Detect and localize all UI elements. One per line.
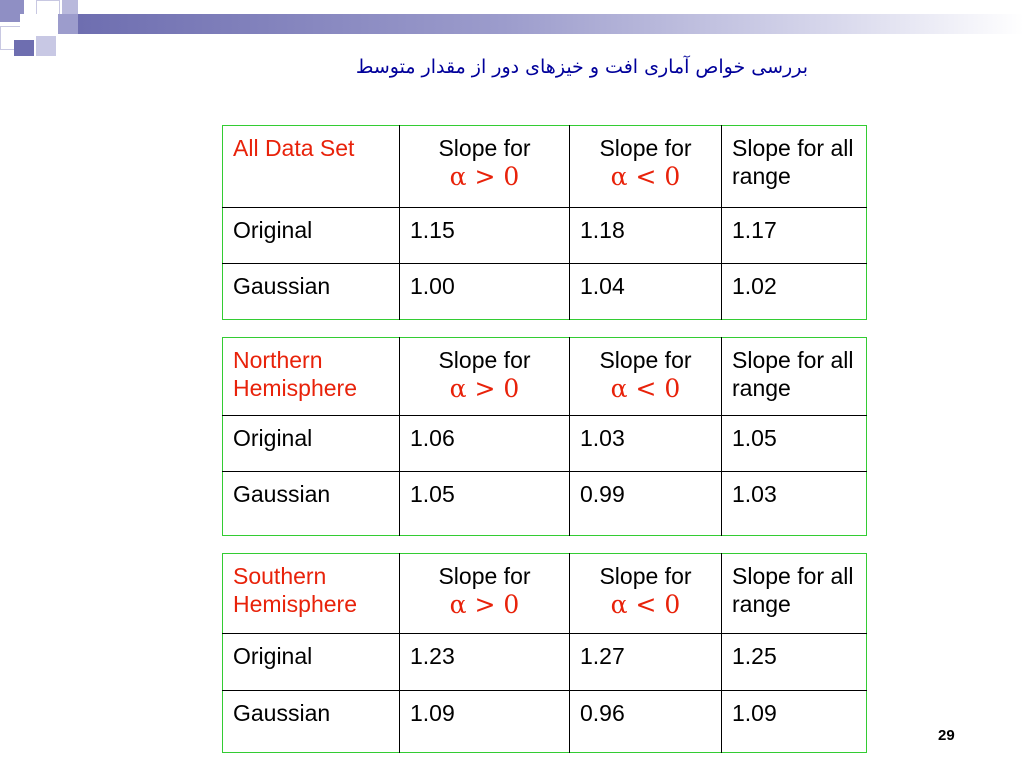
- header-cell-alpha-pos: [400, 126, 570, 208]
- value-cell: 1.04: [570, 264, 722, 320]
- value-cell: 1.23: [400, 634, 570, 691]
- row-label: Gaussian: [223, 472, 400, 536]
- value-cell: 0.99: [570, 472, 722, 536]
- deco-square: [36, 36, 56, 56]
- header-cell-all-range: Slope for all range: [722, 126, 867, 208]
- value-cell: 1.09: [400, 691, 570, 753]
- header-cell-all-range: Slope for all range: [722, 338, 867, 416]
- row-label: Gaussian: [223, 691, 400, 753]
- header-gradient-bar: [78, 14, 1024, 34]
- alpha-negative-label: α < 0: [610, 590, 681, 619]
- table-all-data: [222, 125, 867, 320]
- row-label: Gaussian: [223, 264, 400, 320]
- value-cell: 0.96: [570, 691, 722, 753]
- value-cell: 1.03: [570, 416, 722, 472]
- value-cell: 1.05: [722, 416, 867, 472]
- alpha-negative-label: α < 0: [610, 162, 681, 191]
- value-cell: 1.05: [400, 472, 570, 536]
- alpha-positive-label: α > 0: [449, 374, 520, 403]
- value-cell: 1.17: [722, 208, 867, 264]
- table-row: [223, 691, 867, 753]
- deco-square: [62, 0, 78, 14]
- row-label: Original: [223, 416, 400, 472]
- page-number: 29: [938, 727, 955, 744]
- alpha-positive-label: α > 0: [449, 162, 520, 191]
- deco-square: [58, 14, 78, 34]
- value-cell: 1.06: [400, 416, 570, 472]
- alpha-negative-label: α < 0: [610, 374, 681, 403]
- table-header-row: [223, 126, 867, 208]
- value-cell: 1.15: [400, 208, 570, 264]
- table-title-cell: All Data Set: [223, 126, 400, 208]
- deco-square: [14, 40, 34, 56]
- header-label: Slope for: [599, 563, 692, 589]
- table-header-row: [223, 338, 867, 416]
- table-title-cell: Southern Hemisphere: [223, 554, 400, 634]
- header-cell-alpha-neg: [570, 338, 722, 416]
- header-label: Slope for: [599, 135, 692, 161]
- header-cell-all-range: Slope for all range: [722, 554, 867, 634]
- header-label: Slope for: [438, 347, 531, 373]
- header-cell-alpha-pos: [400, 554, 570, 634]
- value-cell: 1.27: [570, 634, 722, 691]
- table-row: [223, 416, 867, 472]
- table-northern-hemisphere: [222, 337, 867, 536]
- header-cell-alpha-pos: [400, 338, 570, 416]
- value-cell: 1.18: [570, 208, 722, 264]
- row-label: Original: [223, 208, 400, 264]
- table-row: [223, 264, 867, 320]
- table-header-row: [223, 554, 867, 634]
- value-cell: 1.25: [722, 634, 867, 691]
- value-cell: 1.09: [722, 691, 867, 753]
- header-label: Slope for: [438, 563, 531, 589]
- row-label: Original: [223, 634, 400, 691]
- header-cell-alpha-neg: [570, 126, 722, 208]
- table-title-cell: Northern Hemisphere: [223, 338, 400, 416]
- slide-title: بررسی خواص آماری افت و خیزهای دور از مقدار متوسط: [355, 56, 808, 78]
- header-label: Slope for: [599, 347, 692, 373]
- value-cell: 1.00: [400, 264, 570, 320]
- alpha-positive-label: α > 0: [449, 590, 520, 619]
- table-southern-hemisphere: [222, 553, 867, 753]
- table-row: [223, 208, 867, 264]
- table-row: [223, 472, 867, 536]
- header-cell-alpha-neg: [570, 554, 722, 634]
- value-cell: 1.02: [722, 264, 867, 320]
- table-row: [223, 634, 867, 691]
- value-cell: 1.03: [722, 472, 867, 536]
- header-label: Slope for: [438, 135, 531, 161]
